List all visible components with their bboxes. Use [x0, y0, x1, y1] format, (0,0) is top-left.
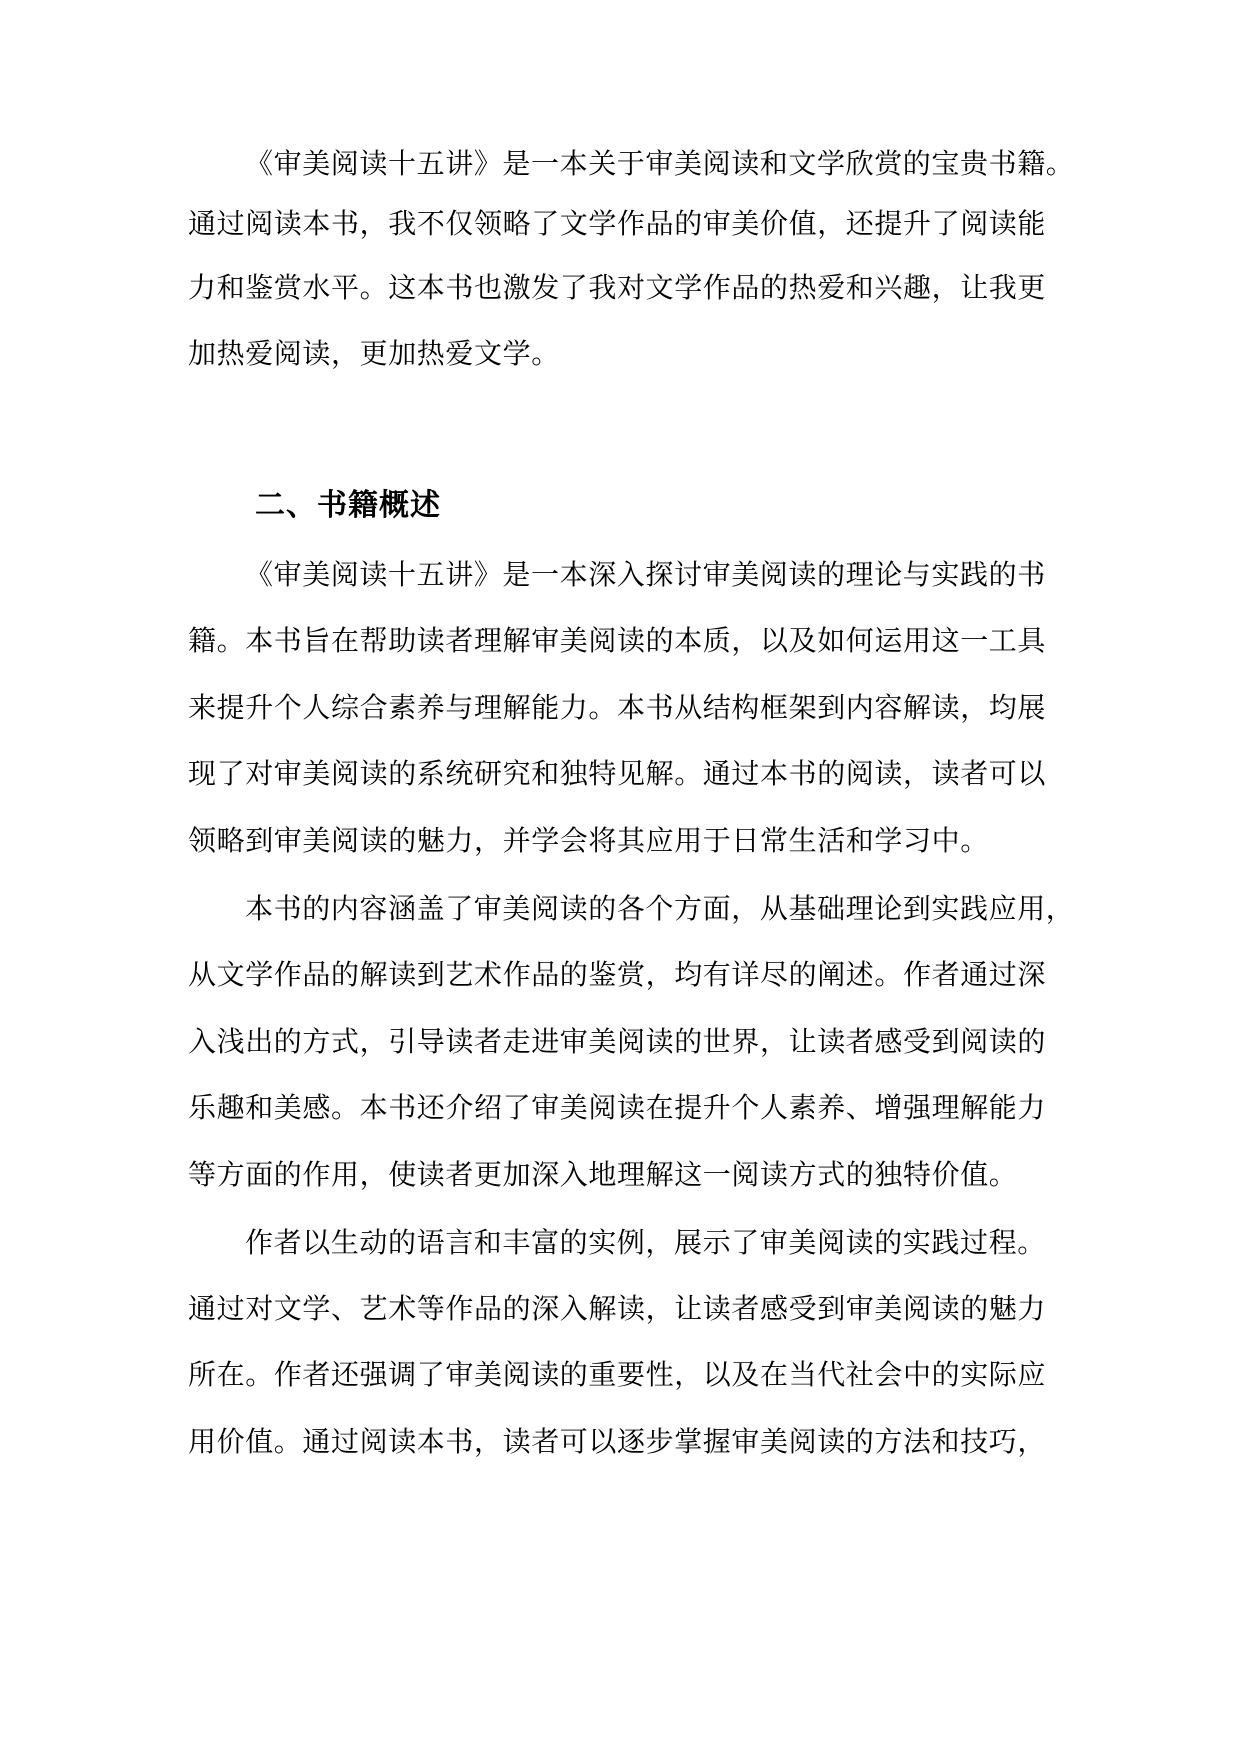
- section-heading: 二、书籍概述: [255, 488, 441, 523]
- intro-line: 通过阅读本书，我不仅领略了文学作品的审美价值，还提升了阅读能: [188, 207, 1047, 240]
- paragraph-line: 作者以生动的语言和丰富的实例，展示了审美阅读的实践过程。: [245, 1226, 1046, 1259]
- paragraph-line: 所在。作者还强调了审美阅读的重要性，以及在当代社会中的实际应: [188, 1358, 1047, 1391]
- paragraph-line: 从文学作品的解读到艺术作品的鉴赏，均有详尽的阐述。作者通过深: [188, 958, 1047, 991]
- intro-line: 《审美阅读十五讲》是一本关于审美阅读和文学欣赏的宝贵书籍。: [245, 147, 1075, 180]
- paragraph-line: 来提升个人综合素养与理解能力。本书从结构框架到内容解读，均展: [188, 691, 1047, 724]
- paragraph-line: 通过对文学、艺术等作品的深入解读，让读者感受到审美阅读的魅力: [188, 1292, 1047, 1325]
- paragraph-line: 现了对审美阅读的系统研究和独特见解。通过本书的阅读，读者可以: [188, 757, 1047, 790]
- paragraph-line: 领略到审美阅读的魅力，并学会将其应用于日常生活和学习中。: [188, 824, 989, 857]
- paragraph-line: 《审美阅读十五讲》是一本深入探讨审美阅读的理论与实践的书: [245, 558, 1046, 591]
- intro-line: 力和鉴赏水平。这本书也激发了我对文学作品的热爱和兴趣，让我更: [188, 271, 1047, 304]
- paragraph-line: 入浅出的方式，引导读者走进审美阅读的世界，让读者感受到阅读的: [188, 1025, 1047, 1058]
- paragraph-line: 本书的内容涵盖了审美阅读的各个方面，从基础理论到实践应用，: [245, 892, 1075, 925]
- paragraph-line: 用价值。通过阅读本书，读者可以逐步掌握审美阅读的方法和技巧，: [188, 1425, 1047, 1458]
- paragraph-line: 乐趣和美感。本书还介绍了审美阅读在提升个人素养、增强理解能力: [188, 1091, 1047, 1124]
- intro-line: 加热爱阅读，更加热爱文学。: [188, 337, 560, 370]
- paragraph-line: 籍。本书旨在帮助读者理解审美阅读的本质，以及如何运用这一工具: [188, 624, 1047, 657]
- paragraph-line: 等方面的作用，使读者更加深入地理解这一阅读方式的独特价值。: [188, 1158, 1018, 1191]
